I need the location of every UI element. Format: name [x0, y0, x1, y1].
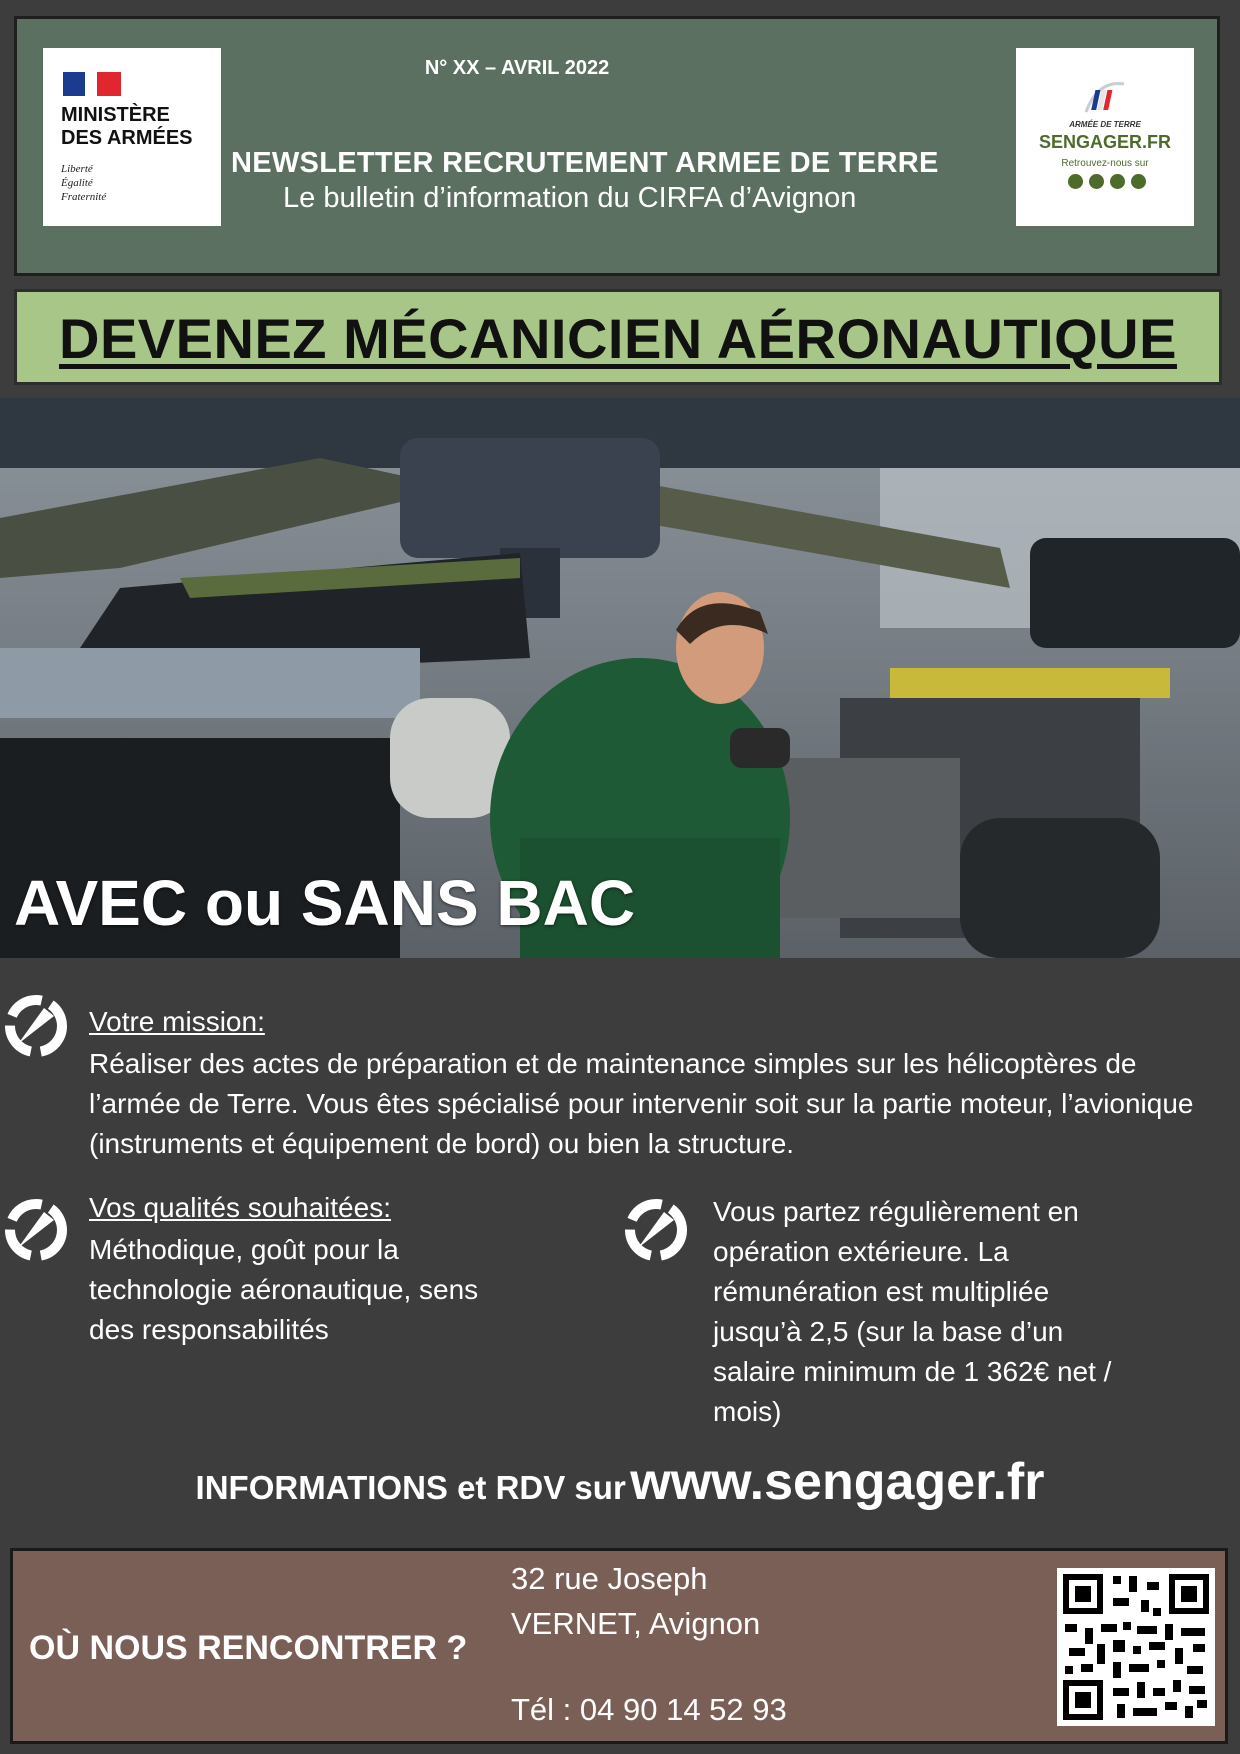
ministry-line2: DES ARMÉES	[61, 127, 193, 149]
sengager-site-text: SENGAGER.FR	[1038, 132, 1171, 152]
bullet-icon	[4, 994, 68, 1058]
ministry-name	[61, 104, 211, 150]
footer	[10, 1548, 1228, 1744]
snapchat-icon[interactable]	[1131, 174, 1146, 189]
instagram-icon[interactable]	[1110, 174, 1125, 189]
ministry-logo	[43, 48, 221, 226]
title-banner	[14, 289, 1222, 385]
info-line	[0, 1452, 1240, 1512]
sengager-link[interactable]: www.sengager.fr	[630, 1453, 1045, 1511]
mechanic-photo	[0, 398, 1240, 958]
sengager-logo[interactable]	[1016, 48, 1194, 226]
mission-text: Réaliser des actes de préparation et de maintenance simples sur les hélicoptères de l’armée de Terre. Vous êtes spécialisé pour intervenir soit sur la partie moteur, l’avionique (instruments et équipement de bord) ou bien la structure.	[89, 1048, 1194, 1159]
opex-text: Vous partez régulièrement en opération extérieure. La rémunération est multipliée jusqu’à 2,5 (sur la base d’un salaire minimum de 1 362€ net / mois)	[713, 1196, 1112, 1427]
meet-us-heading: OÙ NOUS RENCONTRER ?	[29, 1629, 468, 1667]
qualities-text: Méthodique, goût pour la technologie aéronautique, sens des responsabilités	[89, 1234, 479, 1345]
follow-us-text: Retrouvez-nous sur	[1061, 158, 1149, 169]
qr-code-icon	[1057, 1568, 1215, 1726]
motto-egalite: Égalité	[61, 177, 93, 189]
mission-heading: Votre mission:	[89, 1006, 265, 1037]
armee-de-terre-text: ARMÉE DE TERRE	[1069, 120, 1141, 129]
photo-caption: AVEC ou SANS BAC	[14, 867, 636, 939]
info-lead: INFORMATIONS et RDV sur	[195, 1469, 626, 1506]
phone-number[interactable]: Tél : 04 90 14 52 93	[511, 1692, 787, 1727]
ministry-line1: MINISTÈRE	[61, 104, 170, 126]
bullet-icon	[4, 1198, 68, 1262]
qr-code[interactable]	[1057, 1568, 1215, 1726]
armee-de-terre-icon	[1078, 78, 1132, 118]
republic-motto	[61, 162, 161, 204]
header	[14, 16, 1220, 276]
social-icons	[1062, 174, 1152, 190]
bullet-icon	[624, 1198, 688, 1262]
newsletter-title: NEWSLETTER RECRUTEMENT ARMEE DE TERRE	[231, 147, 939, 179]
french-flag-icon	[63, 72, 121, 96]
qualities-heading: Vos qualités souhaitées:	[89, 1192, 391, 1223]
banner-title: DEVENEZ MÉCANICIEN AÉRONAUTIQUE	[59, 307, 1177, 370]
motto-liberte: Liberté	[61, 163, 93, 175]
address-line2: VERNET, Avignon	[511, 1606, 761, 1641]
issue-number: N° XX – AVRIL 2022	[424, 57, 610, 79]
motto-fraternite: Fraternité	[61, 191, 107, 203]
newsletter-subtitle: Le bulletin d’information du CIRFA d’Avignon	[283, 182, 857, 214]
facebook-icon[interactable]	[1068, 174, 1083, 189]
twitter-icon[interactable]	[1089, 174, 1104, 189]
address-line1: 32 rue Joseph	[511, 1561, 708, 1596]
